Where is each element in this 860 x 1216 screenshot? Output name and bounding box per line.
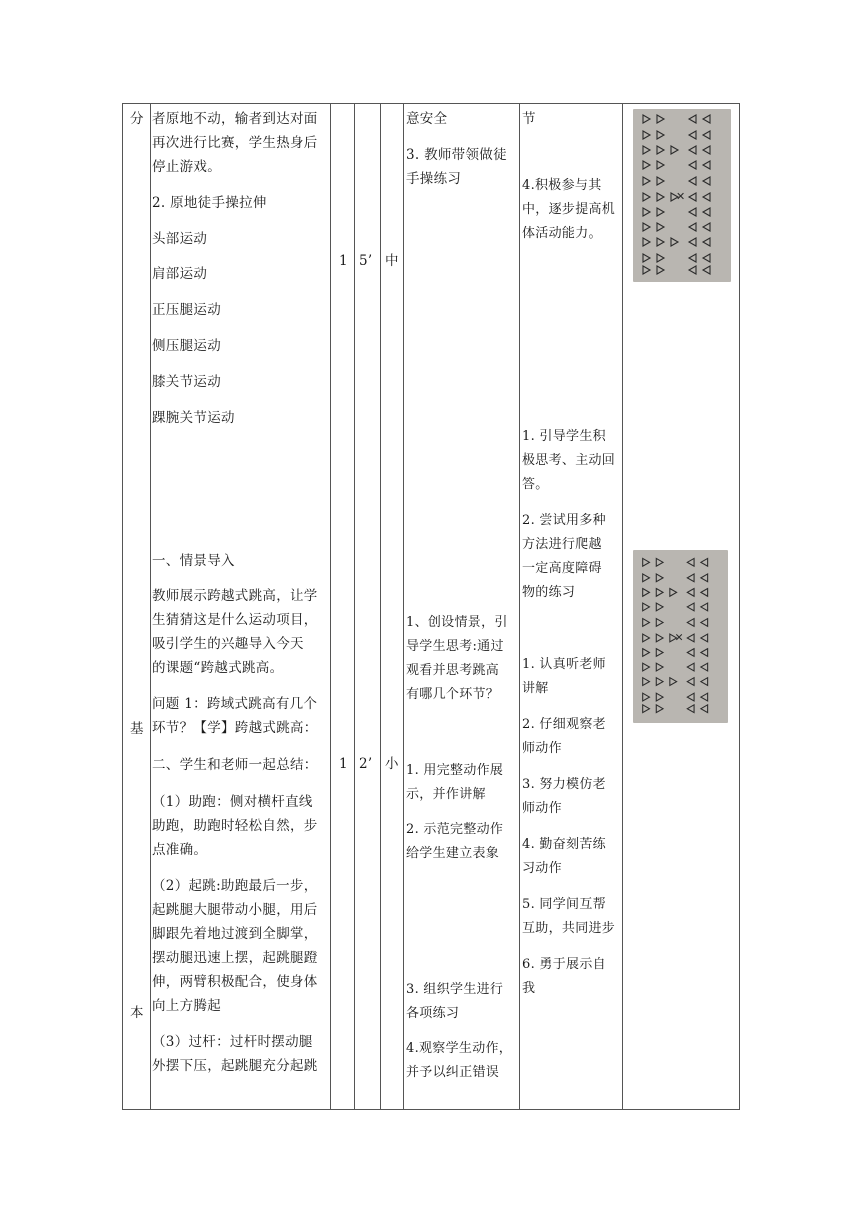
run-line-3: 点准确。 xyxy=(152,842,208,858)
student-learn: 互助，共同进步 xyxy=(522,921,616,936)
student-learn: 6. 勇于展示自 xyxy=(522,957,606,972)
intro-line-3: 吸引学生的兴趣导入今天 xyxy=(152,636,304,652)
student-learn: 5. 同学间互帮 xyxy=(522,897,606,912)
lesson-table xyxy=(122,103,740,1110)
teacher-observe: 并予以纠正错误 xyxy=(406,1065,500,1080)
teacher-demo: 示，并作讲解 xyxy=(406,787,486,802)
student-learn: 1. 认真听老师 xyxy=(522,657,606,672)
stretch-item: 侧压腿运动 xyxy=(152,338,221,354)
teacher-demo: 1. 用完整动作展 xyxy=(406,763,504,778)
teacher-line: 手操练习 xyxy=(406,171,462,187)
teacher-create: 有哪几个环节？ xyxy=(406,687,500,702)
teacher-create: 导学生思考:通过 xyxy=(406,639,504,654)
student-learn: 2. 仔细观察老 xyxy=(522,717,606,732)
jump-line-5: 伸，两臂积极配合，使身体 xyxy=(152,974,318,990)
teacher-org: 3. 组织学生进行 xyxy=(406,982,504,997)
jump-line-4: 摆动腿迅速上摆，起跳腿蹬 xyxy=(152,950,318,966)
run-line-2: 助跑，助跑时轻松自然，步 xyxy=(152,818,318,834)
warmup-line-1: 者原地不动，输者到达对面 xyxy=(152,111,318,127)
minutes-row2: 2’ xyxy=(359,756,373,772)
stretch-title: 2. 原地徒手操拉伸 xyxy=(152,195,267,211)
section-char-bottom: 本 xyxy=(130,1005,144,1021)
student-guide: 2. 尝试用多种 xyxy=(522,513,606,528)
stretch-item: 踝腕关节运动 xyxy=(152,410,235,426)
student-learn: 我 xyxy=(522,981,536,996)
stretch-item: 肩部运动 xyxy=(152,266,208,282)
teacher-org: 各项练习 xyxy=(406,1006,460,1021)
student-learn: 师动作 xyxy=(522,741,562,756)
times-row1: 1 xyxy=(339,253,348,269)
warmup-line-3: 停止游戏。 xyxy=(152,159,221,175)
teacher-line: 3. 教师带领做徒 xyxy=(406,147,507,163)
warmup-line-2: 再次进行比赛，学生热身后 xyxy=(152,135,318,151)
svg-text:✕: ✕ xyxy=(674,630,684,644)
intro-line-4: 的课题“跨越式跳高。 xyxy=(152,660,284,676)
jump-line-3: 脚跟先着地过渡到全脚掌， xyxy=(152,926,318,942)
teacher-line: 意安全 xyxy=(406,111,448,127)
minutes-row1: 5’ xyxy=(359,253,373,269)
student-line: 中，逐步提高机 xyxy=(522,202,616,217)
student-learn: 师动作 xyxy=(522,801,562,816)
intensity-row2: 小 xyxy=(385,756,399,772)
stretch-item: 头部运动 xyxy=(152,231,208,247)
jump-line-1: （2）起跳:助跑最后一步， xyxy=(152,878,318,894)
jump-line-2: 起跳腿大腿带动小腿，用后 xyxy=(152,902,318,918)
summary-title: 二、学生和老师一起总结： xyxy=(152,757,318,773)
intro-line-2: 生猜猜这是什么运动项目， xyxy=(152,612,318,628)
times-row2: 1 xyxy=(339,756,348,772)
student-guide: 极思考、主动回 xyxy=(522,453,616,468)
student-guide: 一定高度障碍 xyxy=(522,561,602,576)
formation-photo-1 xyxy=(633,109,731,282)
section-char-top: 分 xyxy=(130,111,144,127)
jump-line-6: 向上方腾起 xyxy=(152,998,221,1014)
over-line-2: 外摆下压，起跳腿充分起跳 xyxy=(152,1058,318,1074)
student-learn: 习动作 xyxy=(522,861,562,876)
student-guide: 答。 xyxy=(522,477,549,492)
student-learn: 讲解 xyxy=(522,681,549,696)
formation-photo-2 xyxy=(633,550,728,723)
student-line: 体活动能力。 xyxy=(522,226,602,241)
section-char-mid: 基 xyxy=(130,721,144,737)
run-line-1: （1）助跑：侧对横杆直线 xyxy=(152,794,313,810)
student-guide: 物的练习 xyxy=(522,585,576,600)
intensity-row1: 中 xyxy=(385,253,399,269)
student-learn: 3. 努力模仿老 xyxy=(522,777,606,792)
intro-title: 一、情景导入 xyxy=(152,553,235,569)
student-guide: 1. 引导学生积 xyxy=(522,429,606,444)
teacher-demo: 给学生建立表象 xyxy=(406,846,500,861)
student-line: 节 xyxy=(522,111,536,127)
student-line: 4.积极参与其 xyxy=(522,178,602,193)
stretch-item: 正压腿运动 xyxy=(152,302,221,318)
question-line-2: 环节？【学】跨越式跳高： xyxy=(152,720,318,736)
svg-text:✕: ✕ xyxy=(676,190,686,203)
intro-line-1: 教师展示跨越式跳高，让学 xyxy=(152,588,318,604)
over-line-1: （3）过杆：过杆时摆动腿 xyxy=(152,1034,313,1050)
student-learn: 4. 勤奋刻苦练 xyxy=(522,837,606,852)
teacher-observe: 4.观察学生动作， xyxy=(406,1041,513,1056)
stretch-item: 膝关节运动 xyxy=(152,374,221,390)
teacher-create: 1、创设情景，引 xyxy=(406,615,508,630)
teacher-create: 观看并思考跳高 xyxy=(406,663,500,678)
teacher-demo: 2. 示范完整动作 xyxy=(406,822,504,837)
student-guide: 方法进行爬越 xyxy=(522,537,602,552)
question-line-1: 问题 1：跨域式跳高有几个 xyxy=(152,696,318,712)
